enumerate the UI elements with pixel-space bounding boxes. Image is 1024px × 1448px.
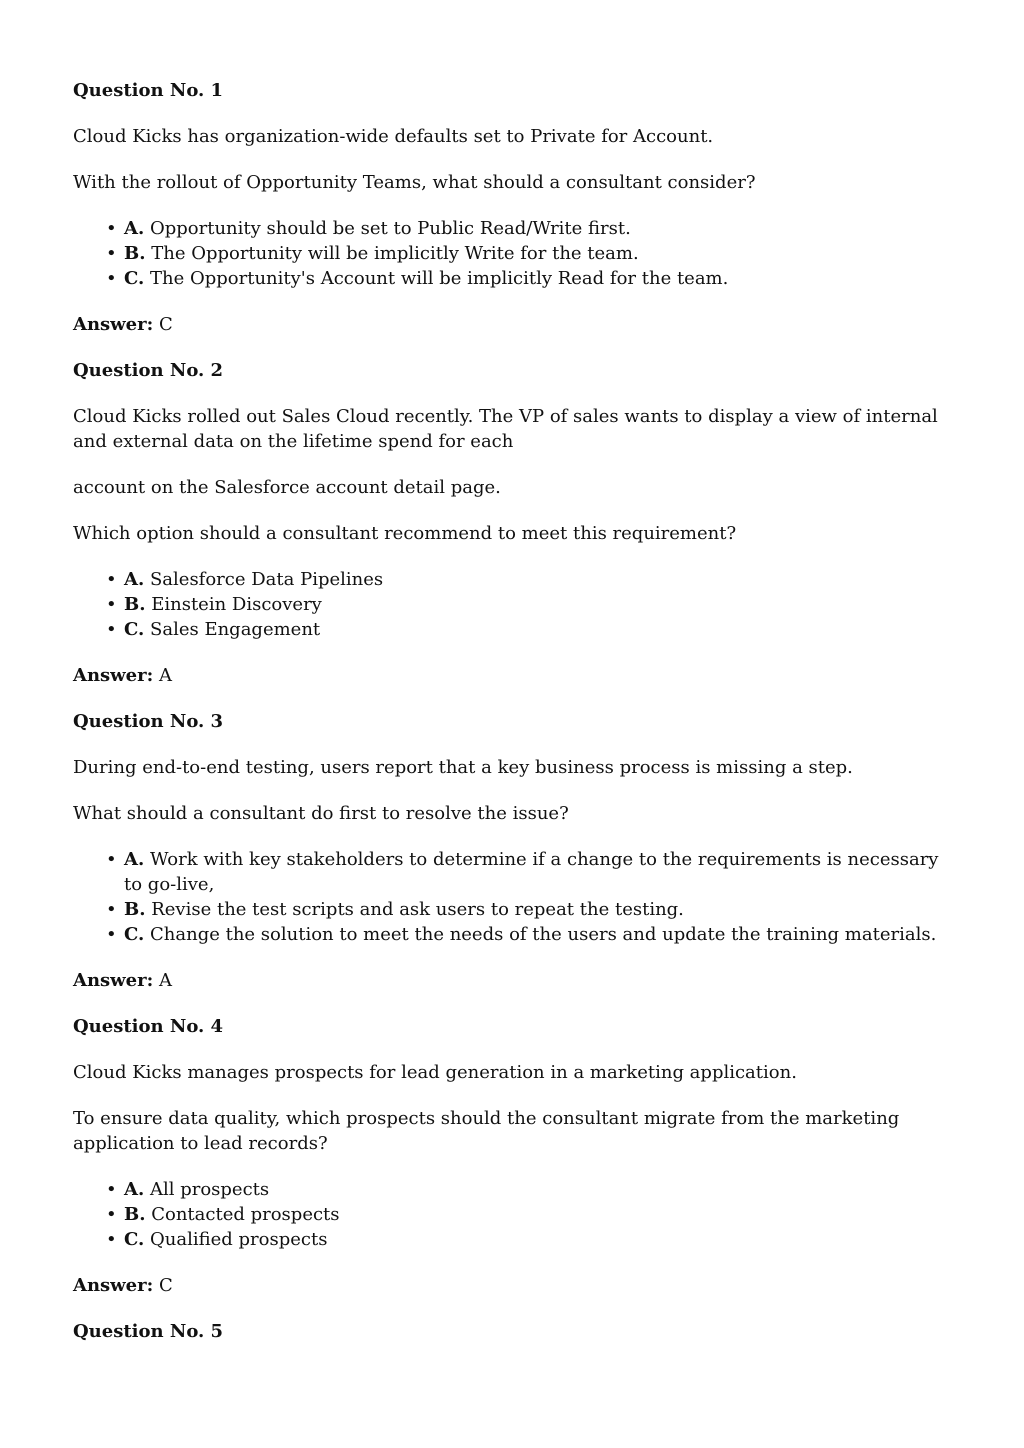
question-text: During end-to-end testing, users report that a key business process is missing a step. xyxy=(73,757,853,778)
bullet-icon: • xyxy=(106,1179,117,1200)
answer-label: Answer: xyxy=(73,970,154,991)
option-item xyxy=(106,241,943,266)
answer-line xyxy=(73,1273,943,1298)
question-title: Question No. 2 xyxy=(73,360,224,381)
option-text: Qualified prospects xyxy=(150,1229,328,1250)
question-text: Cloud Kicks rolled out Sales Cloud recently. The VP of sales wants to display a view of internal and external data on the lifetime spend for each xyxy=(73,406,938,452)
question-block xyxy=(73,709,943,993)
option-item xyxy=(106,592,943,617)
option-item xyxy=(106,897,943,922)
option-letter: C. xyxy=(124,619,145,640)
document-page xyxy=(73,78,943,1344)
bullet-icon: • xyxy=(106,569,117,590)
answer-value: C xyxy=(159,314,173,335)
option-letter: A. xyxy=(124,849,145,870)
question-title: Question No. 3 xyxy=(73,711,224,732)
question-text: Which option should a consultant recommend to meet this requirement? xyxy=(73,523,737,544)
question-block xyxy=(73,358,943,688)
option-text: All prospects xyxy=(149,1179,270,1200)
option-letter: A. xyxy=(124,1179,145,1200)
option-letter: B. xyxy=(124,899,146,920)
question-title: Question No. 1 xyxy=(73,80,224,101)
option-text: Change the solution to meet the needs of the users and update the training materials. xyxy=(150,924,937,945)
option-list xyxy=(73,1177,943,1252)
option-list xyxy=(73,567,943,642)
answer-label: Answer: xyxy=(73,1275,154,1296)
option-list xyxy=(73,847,943,947)
option-text: Opportunity should be set to Public Read/Write first. xyxy=(149,218,631,239)
question-text: account on the Salesforce account detail page. xyxy=(73,477,501,498)
option-item xyxy=(106,617,943,642)
bullet-icon: • xyxy=(106,218,117,239)
option-item xyxy=(106,567,943,592)
option-item xyxy=(106,216,943,241)
option-text: The Opportunity's Account will be implicitly Read for the team. xyxy=(150,268,729,289)
answer-line xyxy=(73,312,943,337)
option-letter: B. xyxy=(124,594,146,615)
bullet-icon: • xyxy=(106,899,117,920)
option-text: Contacted prospects xyxy=(151,1204,340,1225)
answer-value: A xyxy=(159,970,172,991)
option-item xyxy=(106,1177,943,1202)
bullet-icon: • xyxy=(106,924,117,945)
option-item xyxy=(106,1227,943,1252)
answer-label: Answer: xyxy=(73,314,154,335)
option-letter: C. xyxy=(124,1229,145,1250)
bullet-icon: • xyxy=(106,1229,117,1250)
question-text: With the rollout of Opportunity Teams, what should a consultant consider? xyxy=(73,172,756,193)
question-text: Cloud Kicks has organization-wide defaults set to Private for Account. xyxy=(73,126,714,147)
question-title: Question No. 4 xyxy=(73,1016,224,1037)
option-letter: C. xyxy=(124,924,145,945)
answer-value: C xyxy=(159,1275,173,1296)
option-list xyxy=(73,216,943,291)
answer-line xyxy=(73,663,943,688)
bullet-icon: • xyxy=(106,619,117,640)
bullet-icon: • xyxy=(106,849,117,870)
question-block xyxy=(73,78,943,337)
question-text: To ensure data quality, which prospects should the consultant migrate from the marketing application to lead records? xyxy=(73,1108,900,1154)
option-letter: A. xyxy=(124,569,145,590)
question-title: Question No. 5 xyxy=(73,1321,224,1342)
answer-label: Answer: xyxy=(73,665,154,686)
option-text: Revise the test scripts and ask users to repeat the testing. xyxy=(151,899,684,920)
option-item xyxy=(106,1202,943,1227)
bullet-icon: • xyxy=(106,268,117,289)
option-item xyxy=(106,266,943,291)
bullet-icon: • xyxy=(106,243,117,264)
option-letter: B. xyxy=(124,243,146,264)
option-letter: A. xyxy=(124,218,145,239)
option-text: Salesforce Data Pipelines xyxy=(149,569,384,590)
answer-line xyxy=(73,968,943,993)
question-text: Cloud Kicks manages prospects for lead generation in a marketing application. xyxy=(73,1062,797,1083)
option-text: The Opportunity will be implicitly Write for the team. xyxy=(151,243,639,264)
answer-value: A xyxy=(159,665,172,686)
bullet-icon: • xyxy=(106,594,117,615)
option-letter: B. xyxy=(124,1204,146,1225)
question-text: What should a consultant do first to resolve the issue? xyxy=(73,803,569,824)
option-item xyxy=(106,922,943,947)
option-letter: C. xyxy=(124,268,145,289)
question-block xyxy=(73,1014,943,1298)
option-text: Einstein Discovery xyxy=(151,594,322,615)
option-item xyxy=(106,847,943,897)
option-text: Sales Engagement xyxy=(150,619,321,640)
option-text: Work with key stakeholders to determine if a change to the requirements is necessary to go-live, xyxy=(124,849,939,895)
bullet-icon: • xyxy=(106,1204,117,1225)
